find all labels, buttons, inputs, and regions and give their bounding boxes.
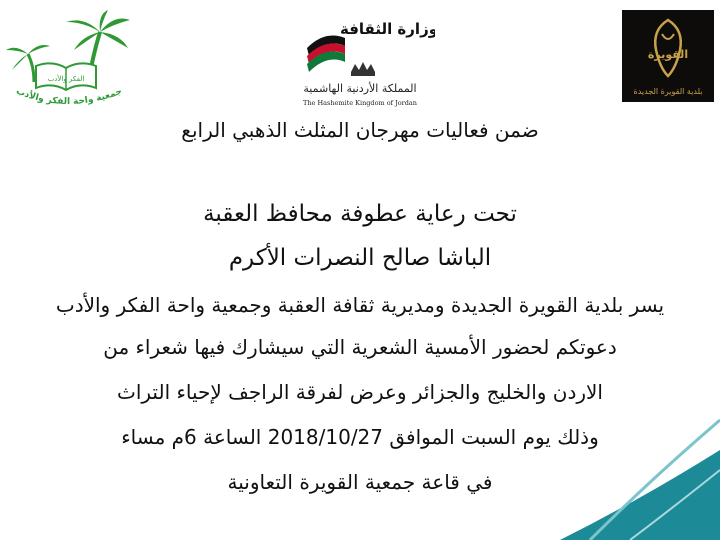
venue-line: في قاعة جمعية القويرة التعاونية xyxy=(227,470,493,494)
festival-line: ضمن فعاليات مهرجان المثلث الذهبي الرابع xyxy=(181,118,539,142)
palm-book-icon xyxy=(4,8,132,113)
date-time-line: وذلك يوم السبت الموافق 2018/10/27 الساعة 6م مساء xyxy=(121,425,599,449)
svg-text:The Hashemite Kingdom of Jorda: The Hashemite Kingdom of Jordan xyxy=(303,99,417,107)
svg-text:المملكة الأردنية الهاشمية: المملكة الأردنية الهاشمية xyxy=(303,82,417,95)
crown-icon xyxy=(351,62,375,76)
patron-name-line: الباشا صالح النصرات الأكرم xyxy=(228,245,492,271)
municipality-logo xyxy=(622,10,714,102)
svg-text:جمعية واحة الفكر والأدب: جمعية واحة الفكر والأدب xyxy=(14,86,124,108)
svg-text:الفكر والأدب: الفكر والأدب xyxy=(47,75,85,83)
ministry-of-culture-logo xyxy=(285,8,435,118)
svg-text:القويرة: القويرة xyxy=(647,48,689,61)
jordan-flag-book-icon xyxy=(285,8,435,118)
municipality-emblem-icon xyxy=(622,10,714,102)
participants-line: الاردن والخليج والجزائر وعرض لفرقة الراجف لإحياء التراث xyxy=(117,380,603,404)
patronage-line: تحت رعاية عطوفة محافظ العقبة xyxy=(203,201,517,227)
oasis-association-logo xyxy=(4,8,132,113)
hosts-line: يسر بلدية القويرة الجديدة ومديرية ثقافة العقبة وجمعية واحة الفكر والأدب xyxy=(55,293,665,317)
invitation-line: دعوتكم لحضور الأمسية الشعرية التي سيشارك فيها شعراء من xyxy=(103,335,617,359)
svg-text:بلدية القويرة الجديدة: بلدية القويرة الجديدة xyxy=(633,87,703,96)
svg-text:وزارة الثقافة: وزارة الثقافة xyxy=(339,20,435,38)
